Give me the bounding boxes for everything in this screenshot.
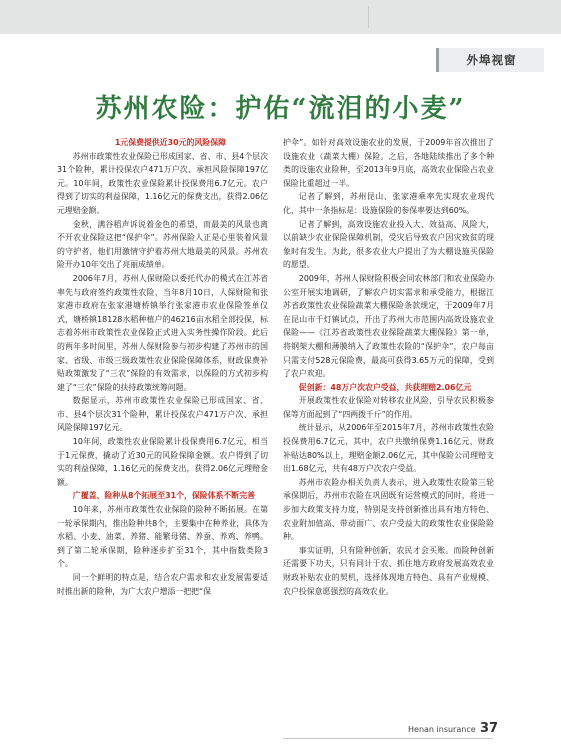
body-paragraph: 2006年7月，苏州人保财险以委托代办的模式在江苏省率先与政府签约政策性农险，当年8月10日，人保财险和张家港市政府在张家港塘桥镇举行张家港市农业保险签单仪式，塘桥镇18128水稻种植户的46216亩水稻全部投保，标志着苏州市政策性农业保险正式进入实务性操作阶段。此后的两年多时间里，苏州人保财险参与初步构建了苏州市的国家、省级、市级三级政策性农业保险保障体系，财政保费补贴政策激发了“三农”保险的有效需求，以保险的方式初步构建了“三农”保险的扶持政策统筹问题。 <box>57 273 268 392</box>
section-subhead: 1元保费提供近30元的风险保障 <box>114 138 226 147</box>
header-divider <box>368 6 409 28</box>
magazine-name: Henan insurance <box>408 725 476 734</box>
page-number: 37 <box>480 721 499 736</box>
header-band <box>0 0 561 34</box>
left-column <box>57 136 268 598</box>
body-paragraph: 10年来，苏州市政策性农业保险的险种不断拓展。在第一轮承保期内，推出险种共8个，主要集中在种养业，具体为水稻、小麦、油菜、养猪、能繁母猪、养蚕、养鸡、养鸭。到了第二轮承保期，险种逐步扩至31个，其中指数类险3个。 <box>57 505 268 569</box>
body-paragraph: 10年间，政策性农业保险累计投保费用6.7亿元，相当于1元保费，撬动了近30元的风险保障金额。农户得到了切实的利益保障，1.16亿元的保费支出，获得2.06亿元理赔金额。 <box>57 437 268 487</box>
section-tag: 外埠视窗 <box>436 48 544 72</box>
body-paragraph: 苏州市政策性农业保险已形成国家、省、市、县4个层次31个险种，累计投保农户471万户次、承担风险保障197亿元。10年间，政策性农业保险累计投保费用6.7亿元。农户得到了切实的利益保障，1.16亿元的保费支出，获得2.06亿元理赔金额。 <box>57 151 268 215</box>
body-paragraph: 记者了解到，苏州昆山、张家港乘率先实现农业现代化，其中一条指标是：设施保险的参保率要达到60%。 <box>283 192 494 215</box>
body-paragraph: 开展政策性农业保险对转移农业风险，引导农民积极参保等方面起到了“四两拨千斤”的作用。 <box>283 396 494 419</box>
body-paragraph: 2009年，苏州人保财险积极会同农林部门和农业保险办公室开展实地调研，了解农户切实需求和承受能力，根据江苏省政策性农业保险蔬菜大棚保险条款规定，于2009年7月在昆山市千灯镇试点，开出了苏州大市范围内高效设施农业保险——《江苏省政策性农业保险蔬菜大棚保险》第一单，将钢架大棚和薄膜纳入了政策性农险的“保护伞”，农户每亩只需支付528元保险费，最高可获得3.65万元的保障，受到了农户欢迎。 <box>283 273 494 379</box>
article-title: 苏州农险：护佑“流泪的小麦” <box>95 94 466 124</box>
body-paragraph: 事实证明，只有险种创新，农民才会买账。而险种创新还需要下功夫，只有同计于农、抓住地方政府发展高效农业财政补贴农业的契机，选择体现地方特色、具有产业规模、农户投保意愿强烈的高效农业。 <box>283 545 494 596</box>
footer-rule <box>283 738 493 739</box>
body-paragraph: 统计显示，从2006年至2015年7月，苏州市政策性农险投保费用6.7亿元，其中，农户共缴纳保费1.16亿元，财政补贴达80%以上，理赔金额2.06亿元，其中保险公司理赔支出1.68亿元，共有48万户次农户受益。 <box>283 423 494 474</box>
section-subhead: 促创新：48万户次农户受益，共获理赔2.06亿元 <box>298 382 472 392</box>
right-column <box>283 136 494 598</box>
body-paragraph: 护伞”。如针对高效设施农业的发展，于2009年首次推出了设施农业（蔬菜大棚）保险。之后，各地陆续推出了多个种类的设施农业险种，至2013年9月底，高效农业保险占农业保险比重超过一半。 <box>283 138 494 188</box>
section-subhead: 广覆盖、险种从8个拓展至31个，保险体系不断完善 <box>72 491 255 501</box>
body-paragraph: 苏州市农险办相关负责人表示，进入政策性农险第三轮承保期后，苏州市农险在巩固既有运营模式的同时，将进一步加大政策支持力度，特别是支持创新推出具有地方特色、农业附加值高、带动面广、农户受益大的政策性农业保险险种。 <box>283 477 494 542</box>
body-paragraph: 记者了解到，高效设施农业投入大、效益高、风险大，以前缺少农业保险保障机制，受灾后导致农户因灾致贫的现象时有发生。为此，很多农业大户提出了为大棚设施买保险的愿望。 <box>283 219 494 270</box>
body-paragraph: 数据显示，苏州市政策性农业保险已形成国家、省、市、县4个层次31个险种，累计投保农户471万户次、承担风险保障197亿元。 <box>57 396 268 433</box>
body-paragraph: 金秋，满谷稻声诉说着金色的希望，而最美的风景也离不开农业保险这把“保护伞”。苏州保险人正是心里装着风景的守护者，他们用激情守护着苏州大地最美的风景。苏州农险开办10年交出了亮丽成绩单。 <box>57 219 268 270</box>
body-paragraph: 同一个鲜明的特点是，结合农户需求和农业发展需要适时推出新的险种，为广大农户增添一把把“保 <box>57 573 268 596</box>
